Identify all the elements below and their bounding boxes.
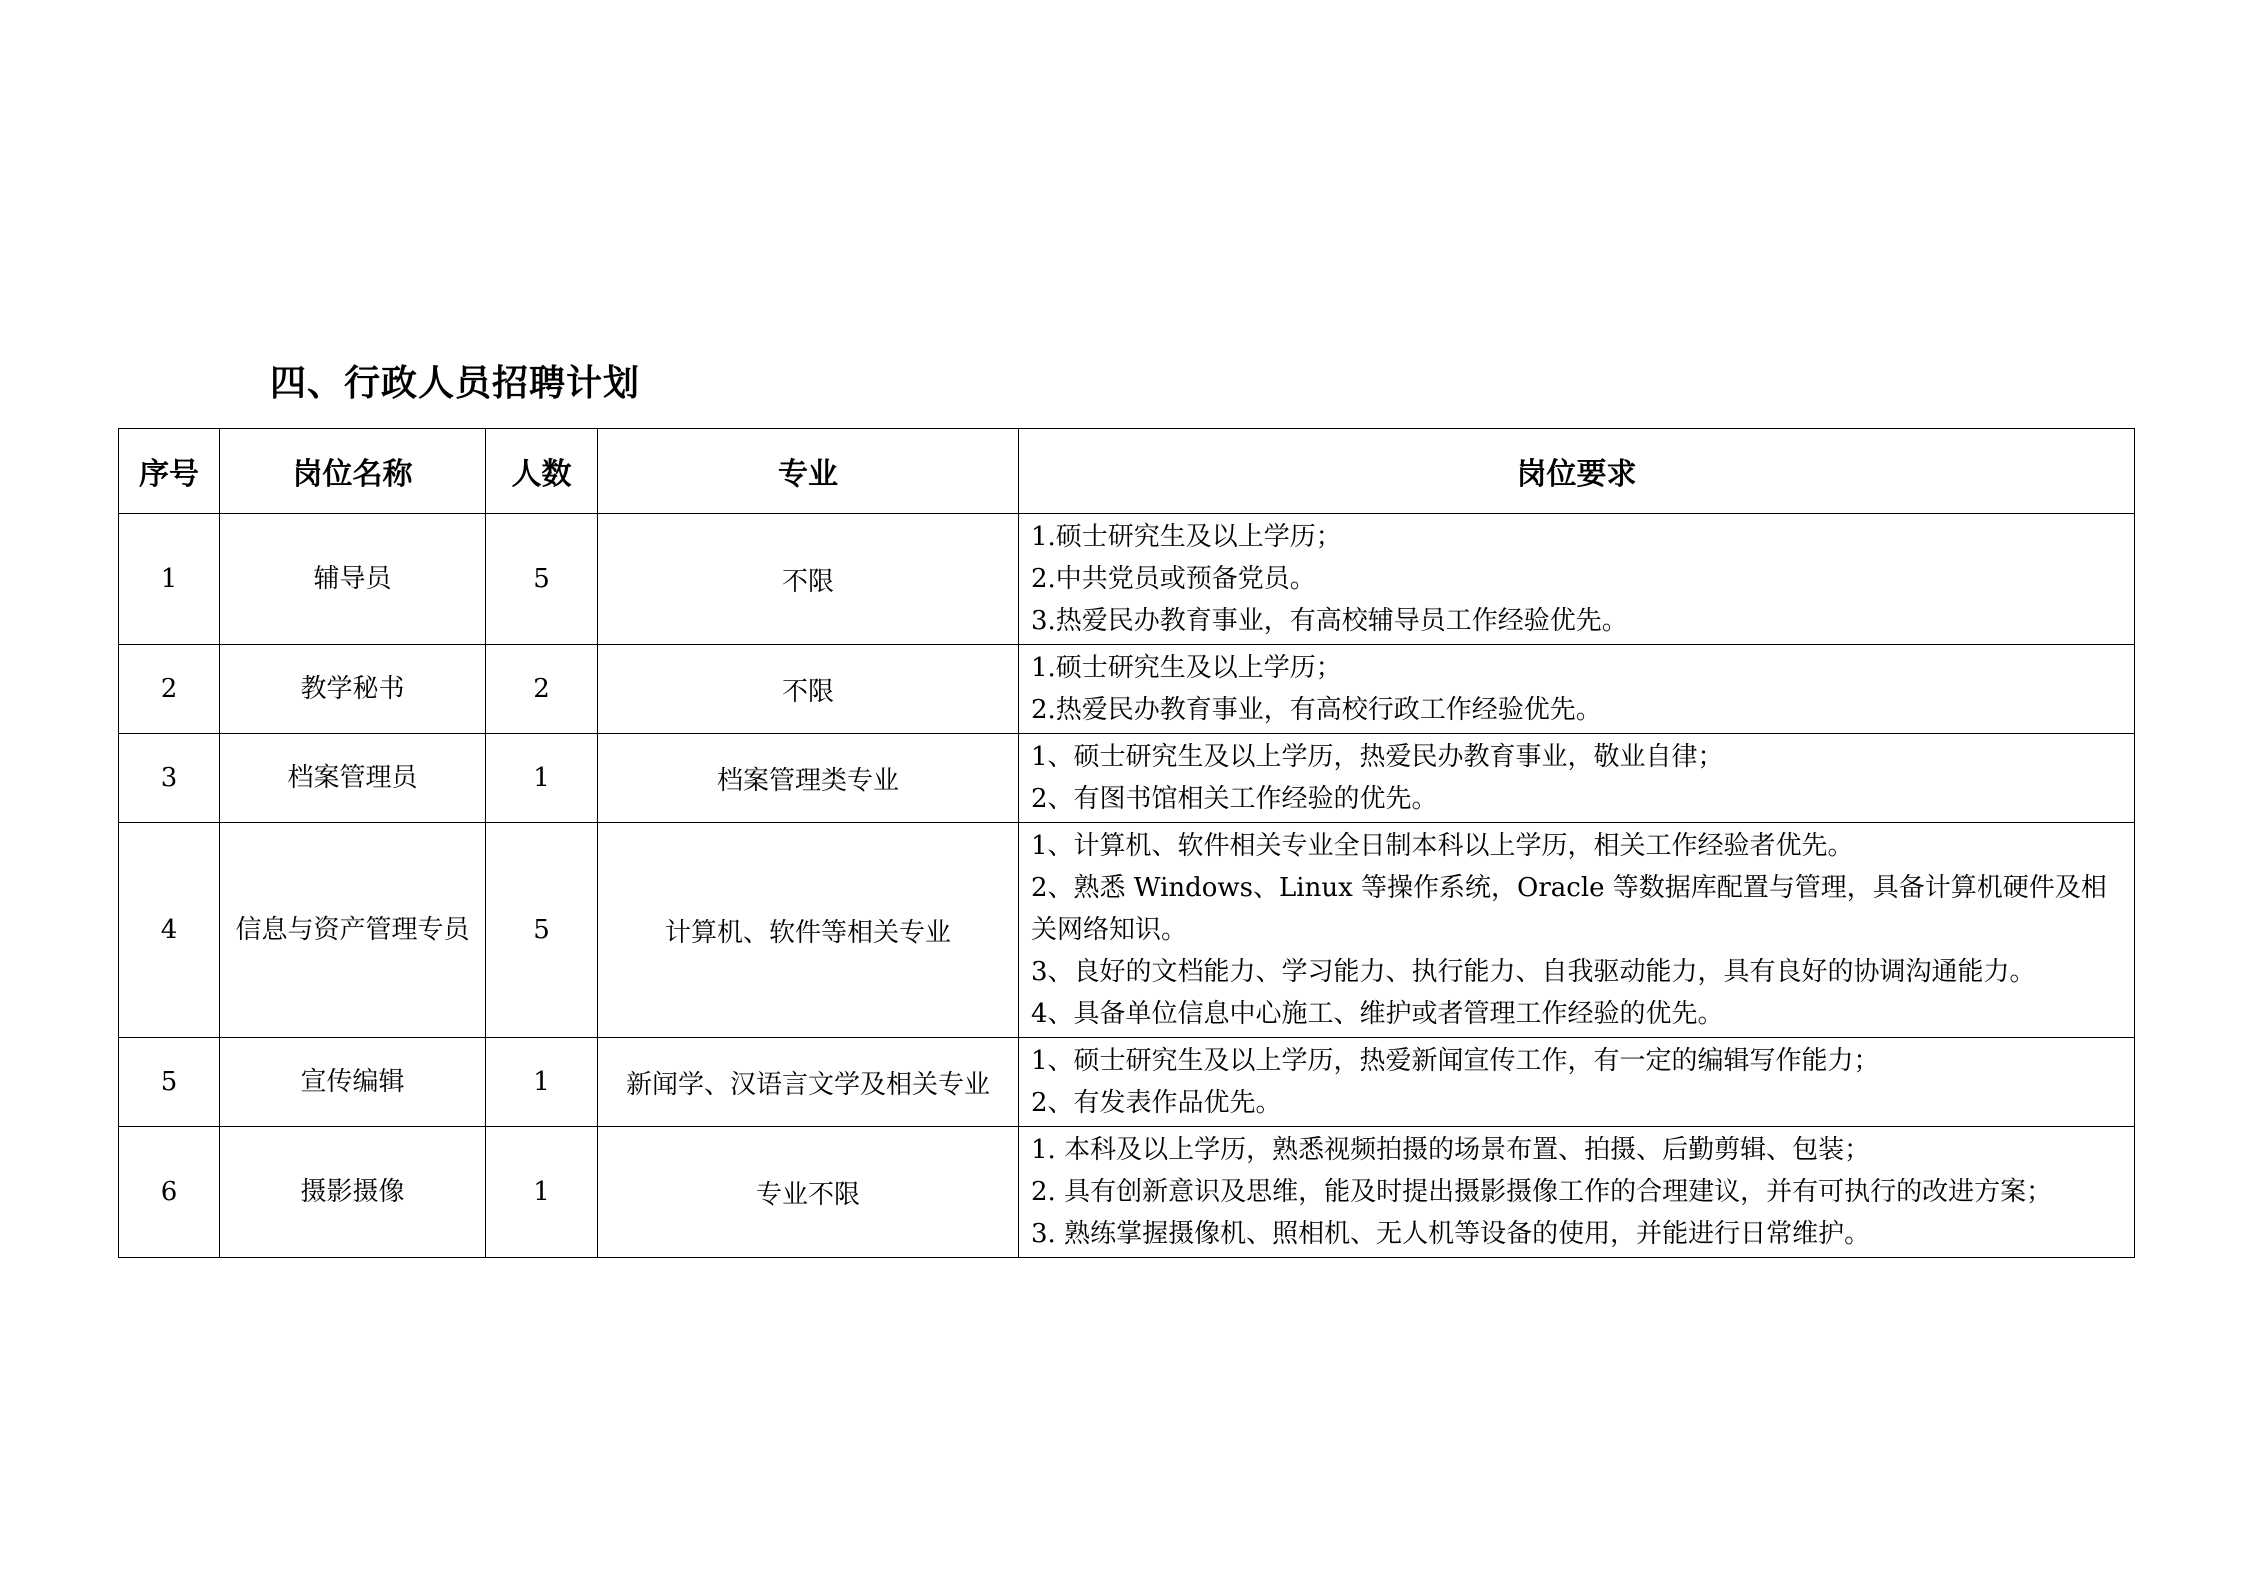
cell-count: 5 <box>486 514 598 645</box>
position-name: 摄影摄像 <box>300 1177 405 1207</box>
cell-major: 计算机、软件等相关专业 <box>598 823 1019 1038</box>
cell-count: 1 <box>486 734 598 823</box>
cell-count: 1 <box>486 1127 598 1258</box>
cell-major: 不限 <box>598 514 1019 645</box>
cell-requirements <box>1019 645 2135 734</box>
requirement-line: 2、有图书馆相关工作经验的优先。 <box>1031 784 1438 814</box>
cell-position <box>220 1038 486 1127</box>
recruitment-plan-table <box>118 428 2135 1258</box>
requirement-line: 2、熟悉 Windows、Linux 等操作系统，Oracle 等数据库配置与管理，具备计算机硬件及相关网络知识。 <box>1031 873 2107 945</box>
cell-position <box>220 514 486 645</box>
requirement-line: 2. 具有创新意识及思维，能及时提出摄影摄像工作的合理建议，并有可执行的改进方案； <box>1031 1177 2053 1207</box>
header-requirements: 岗位要求 <box>1019 429 2135 514</box>
cell-no: 2 <box>119 645 220 734</box>
cell-position <box>220 734 486 823</box>
position-name: 宣传编辑 <box>300 1067 405 1097</box>
header-count: 人数 <box>486 429 598 514</box>
table-row <box>119 514 2135 645</box>
requirement-line: 1.硕士研究生及以上学历； <box>1031 522 1342 552</box>
cell-position <box>220 1127 486 1258</box>
cell-requirements <box>1019 734 2135 823</box>
table-row <box>119 1127 2135 1258</box>
requirement-line: 2.中共党员或预备党员。 <box>1031 564 1316 594</box>
cell-no: 4 <box>119 823 220 1038</box>
header-no: 序号 <box>119 429 220 514</box>
position-name: 教学秘书 <box>300 674 405 704</box>
requirement-line: 3.热爱民办教育事业，有高校辅导员工作经验优先。 <box>1031 606 1628 636</box>
cell-requirements <box>1019 514 2135 645</box>
cell-major: 档案管理类专业 <box>598 734 1019 823</box>
cell-major: 新闻学、汉语言文学及相关专业 <box>598 1038 1019 1127</box>
cell-requirements <box>1019 823 2135 1038</box>
requirement-line: 2.热爱民办教育事业，有高校行政工作经验优先。 <box>1031 695 1602 725</box>
cell-requirements <box>1019 1038 2135 1127</box>
cell-requirements <box>1019 1127 2135 1258</box>
table-row <box>119 645 2135 734</box>
cell-major: 不限 <box>598 645 1019 734</box>
cell-major: 专业不限 <box>598 1127 1019 1258</box>
table-header-row <box>119 429 2135 514</box>
requirement-line: 1、硕士研究生及以上学历，热爱新闻宣传工作，有一定的编辑写作能力； <box>1031 1046 1880 1076</box>
requirement-line: 1.硕士研究生及以上学历； <box>1031 653 1342 683</box>
table-row <box>119 1038 2135 1127</box>
cell-count: 1 <box>486 1038 598 1127</box>
requirement-line: 2、有发表作品优先。 <box>1031 1088 1282 1118</box>
cell-no: 5 <box>119 1038 220 1127</box>
cell-position <box>220 823 486 1038</box>
requirement-line: 4、具备单位信息中心施工、维护或者管理工作经验的优先。 <box>1031 999 1724 1029</box>
cell-no: 1 <box>119 514 220 645</box>
table-row <box>119 823 2135 1038</box>
header-major: 专业 <box>598 429 1019 514</box>
requirement-line: 1、计算机、软件相关专业全日制本科以上学历，相关工作经验者优先。 <box>1031 831 1854 861</box>
requirement-line: 1、硕士研究生及以上学历，热爱民办教育事业，敬业自律； <box>1031 742 1724 772</box>
header-position: 岗位名称 <box>220 429 486 514</box>
cell-count: 2 <box>486 645 598 734</box>
position-name: 档案管理员 <box>287 763 418 793</box>
section-title: 四、行政人员招聘计划 <box>270 362 641 404</box>
position-name: 辅导员 <box>313 564 392 594</box>
cell-no: 3 <box>119 734 220 823</box>
requirement-line: 3. 熟练掌握摄像机、照相机、无人机等设备的使用，并能进行日常维护。 <box>1031 1219 1871 1249</box>
cell-count: 5 <box>486 823 598 1038</box>
requirement-line: 3、良好的文档能力、学习能力、执行能力、自我驱动能力，具有良好的协调沟通能力。 <box>1031 957 2036 987</box>
cell-position <box>220 645 486 734</box>
position-name: 信息与资产管理专员 <box>235 915 470 945</box>
requirement-line: 1. 本科及以上学历，熟悉视频拍摄的场景布置、拍摄、后勤剪辑、包装； <box>1031 1135 1871 1165</box>
cell-no: 6 <box>119 1127 220 1258</box>
table-row <box>119 734 2135 823</box>
